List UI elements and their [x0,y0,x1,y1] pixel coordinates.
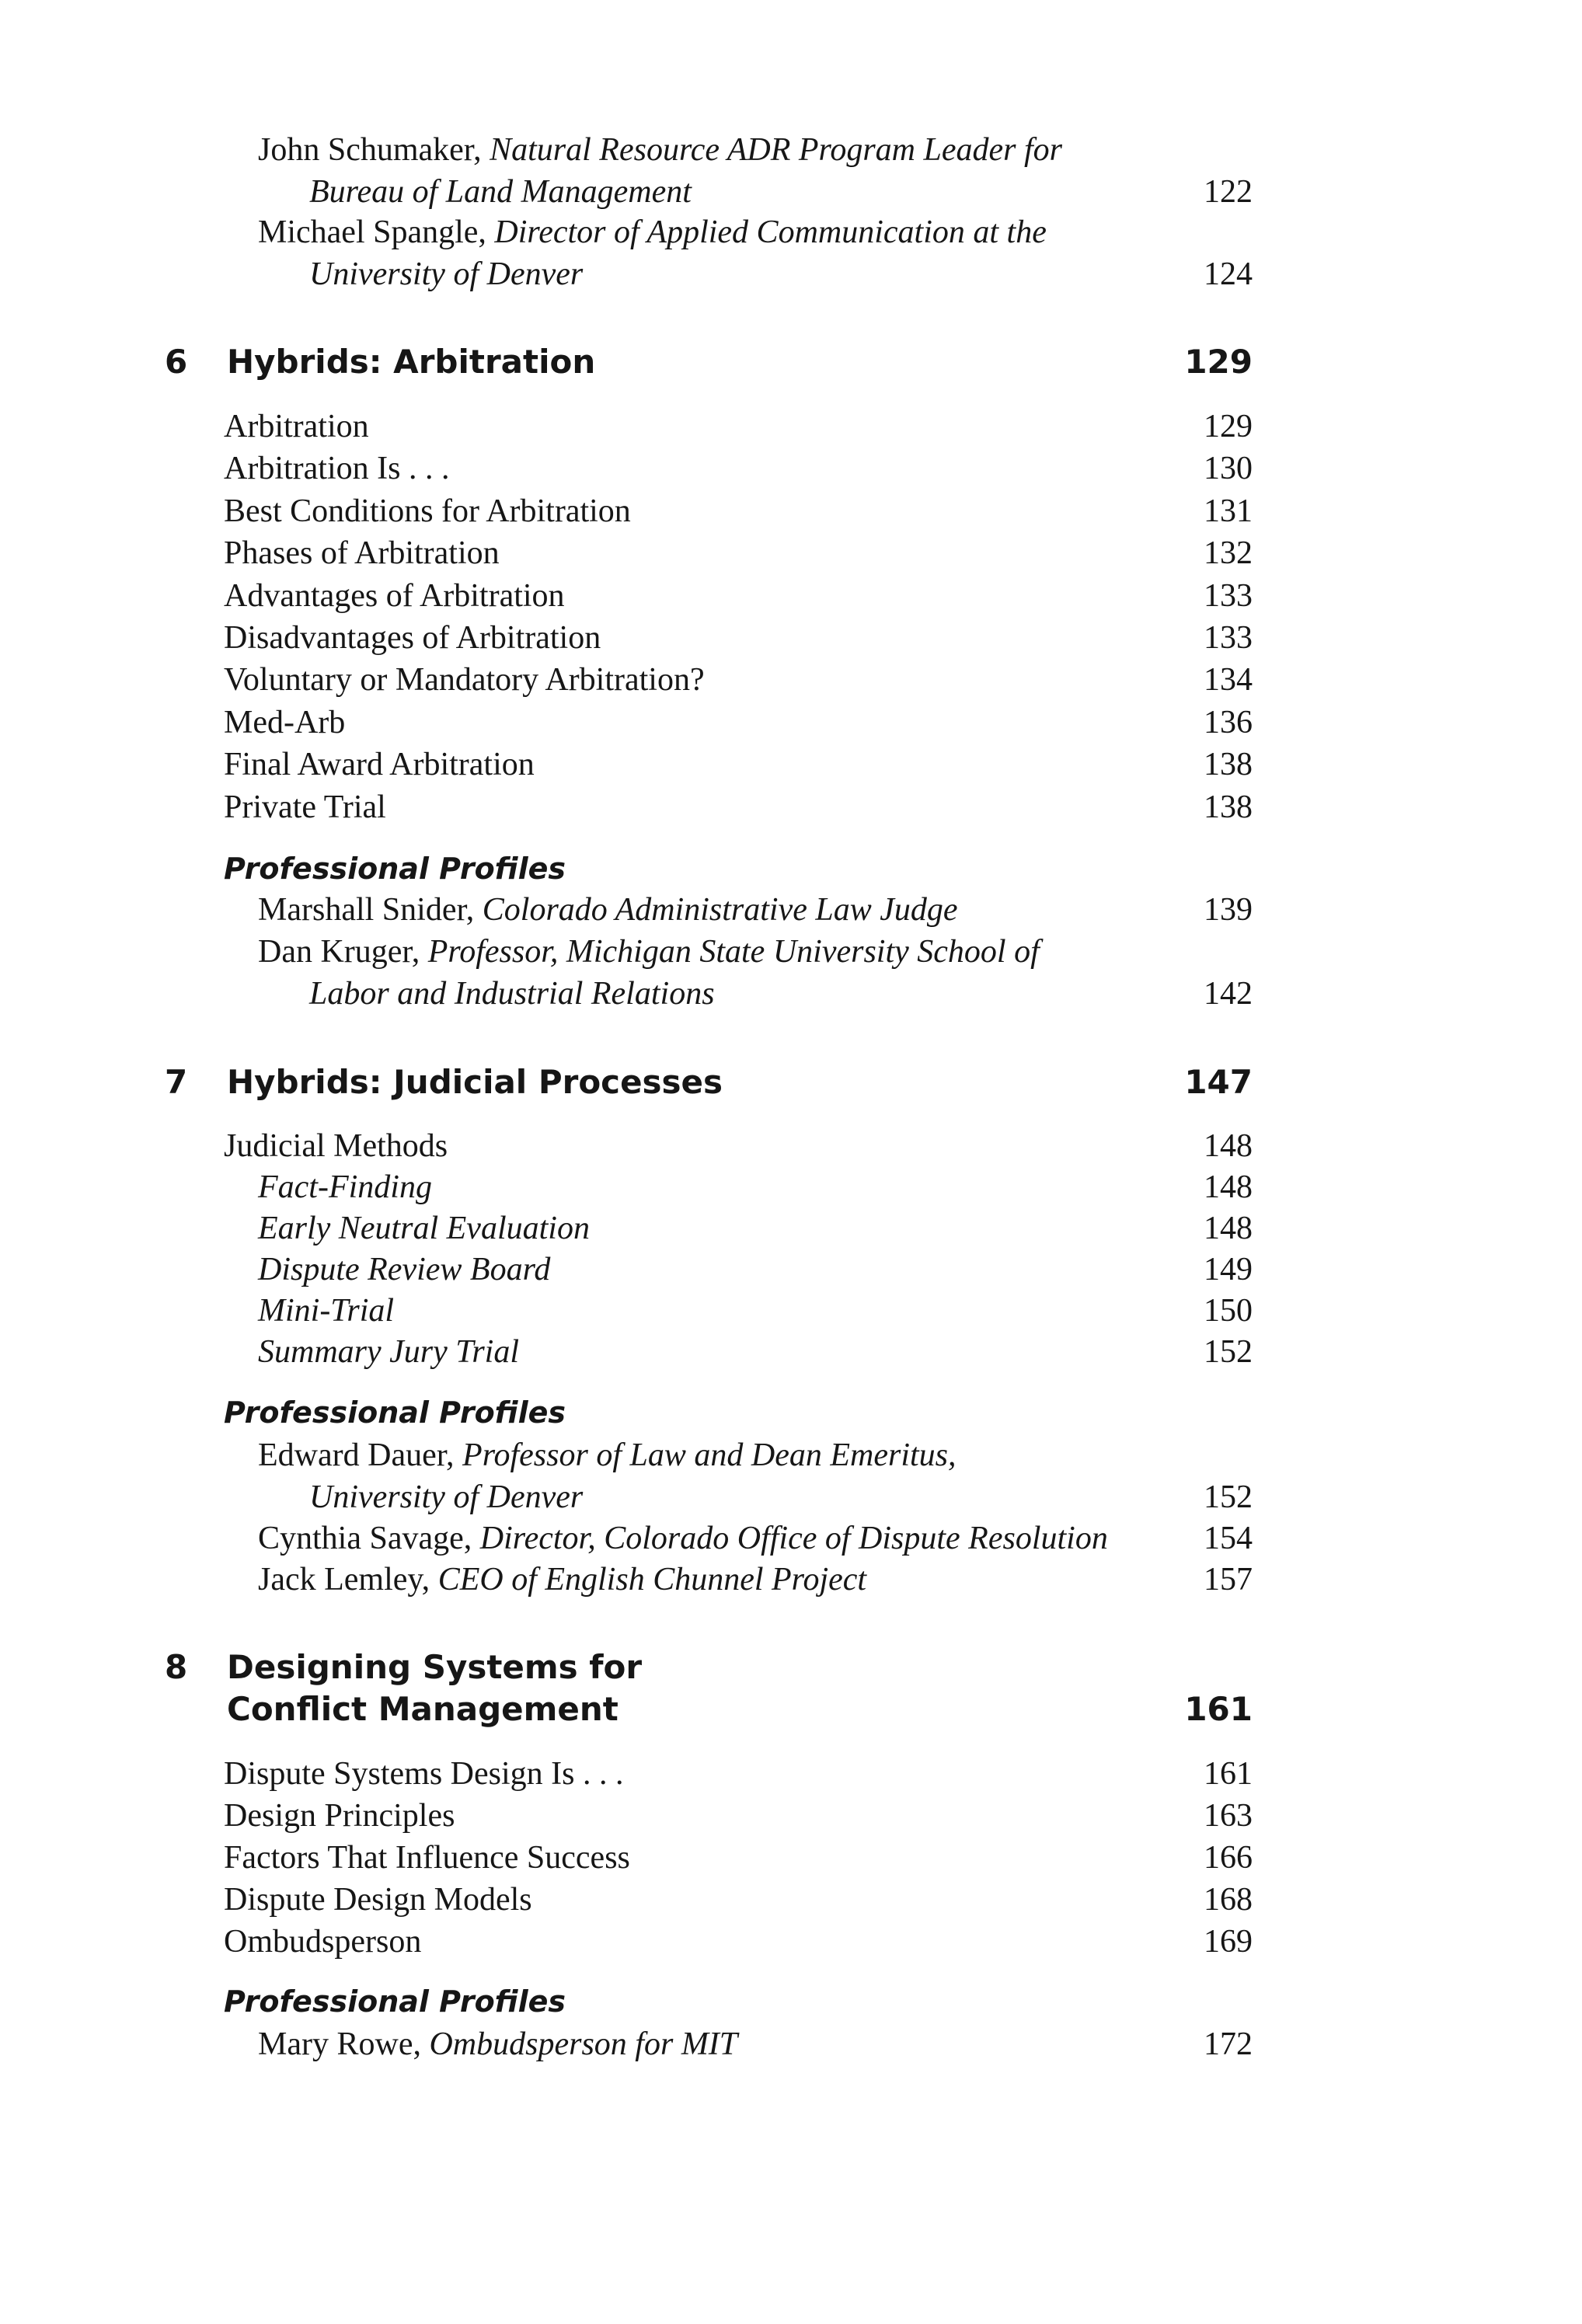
page-number: 152 [1204,1334,1253,1370]
page-number: 166 [1204,1840,1253,1876]
chapter-title-cont: Conflict Management [227,1690,619,1728]
toc-sub-entry [258,1209,590,1248]
chapter-title: Hybrids: Judicial Processes [227,1063,723,1101]
profile-line [258,2025,737,2064]
profile-title-cont: University of Denver [309,1479,584,1515]
page-number: 122 [1204,174,1253,210]
page-number: 148 [1204,1128,1253,1164]
chapter-number: 6 [165,343,188,381]
toc-sub-entry [258,1250,550,1289]
profile-title: Natural Resource ADR Program Leader for [490,132,1063,168]
toc-sub-entry [258,1168,432,1207]
chapter-page: 147 [1184,1063,1253,1101]
profile-title: Professor, Michigan State University School of [427,934,1040,970]
page-number: 154 [1204,1521,1253,1556]
page-number: 150 [1204,1293,1253,1329]
page-number: 139 [1204,892,1253,928]
profile-title-cont: Bureau of Land Management [309,174,692,210]
page-number: 133 [1204,578,1253,614]
toc-entry: Arbitration [224,409,369,444]
profile-title: Director of Applied Communication at the [494,214,1047,250]
page-number: 134 [1204,662,1253,698]
chapter-number: 8 [165,1648,188,1686]
page-number: 124 [1204,256,1253,292]
profile-title-cont: Labor and Industrial Relations [309,976,715,1012]
page-number: 152 [1204,1479,1253,1515]
page-number: 149 [1204,1252,1253,1287]
toc-entry: Private Trial [224,789,386,825]
sub-entry-label: Summary Jury Trial [258,1334,519,1370]
profile-name: Cynthia Savage, [258,1521,472,1556]
profile-title: Professor of Law and Dean Emeritus, [462,1437,957,1473]
profile-name: Michael Spangle, [258,214,486,250]
profile-line [258,890,958,929]
page-number: 138 [1204,789,1253,825]
toc-entry: Med-Arb [224,705,346,740]
profile-name: Jack Lemley, [258,1562,430,1598]
toc-sub-entry [258,1291,394,1330]
profile-title-cont: University of Denver [309,256,584,292]
page-number: 157 [1204,1562,1253,1598]
profiles-heading: Professional Profiles [224,1984,566,2019]
chapter-page: 161 [1184,1690,1253,1728]
profile-name: Dan Kruger, [258,934,420,970]
toc-entry: Voluntary or Mandatory Arbitration? [224,662,705,698]
chapter-title: Designing Systems for [227,1648,643,1686]
page-number: 163 [1204,1798,1253,1834]
profile-line [258,131,1062,169]
toc-entry: Dispute Design Models [224,1882,532,1918]
profile-line [258,1560,866,1599]
toc-entry: Dispute Systems Design Is . . . [224,1756,624,1792]
profile-line [258,1436,957,1475]
profile-line [258,1519,1108,1558]
profile-title: CEO of English Chunnel Project [437,1562,867,1598]
profile-line-cont [309,974,715,1013]
profile-name: Edward Dauer, [258,1437,455,1473]
sub-entry-label: Fact-Finding [258,1169,432,1205]
profile-line-cont [309,1478,583,1517]
toc-entry: Best Conditions for Arbitration [224,493,631,529]
page-number: 136 [1204,705,1253,740]
toc-entry: Design Principles [224,1798,455,1834]
profiles-heading: Professional Profiles [224,852,566,886]
page-number: 129 [1204,409,1253,444]
toc-entry: Final Award Arbitration [224,747,535,782]
page-number: 148 [1204,1211,1253,1246]
toc-sub-entry [258,1333,519,1371]
toc-entry: Judicial Methods [224,1128,448,1164]
sub-entry-label: Early Neutral Evaluation [258,1211,590,1246]
page-number: 130 [1204,451,1253,486]
page-number: 132 [1204,535,1253,571]
chapter-page: 129 [1184,343,1253,381]
page-number: 133 [1204,620,1253,656]
toc-entry: Phases of Arbitration [224,535,500,571]
profile-line-cont [309,172,692,211]
page-number: 161 [1204,1756,1253,1792]
profile-line [258,213,1047,252]
page-number: 131 [1204,493,1253,529]
toc-entry: Ombudsperson [224,1924,422,1960]
page-number: 148 [1204,1169,1253,1205]
page-number: 172 [1204,2026,1253,2062]
profile-title: Colorado Administrative Law Judge [482,892,958,928]
page-number: 142 [1204,976,1253,1012]
chapter-number: 7 [165,1063,188,1101]
toc-entry: Arbitration Is . . . [224,451,450,486]
page-number: 169 [1204,1924,1253,1960]
toc-entry: Factors That Influence Success [224,1840,630,1876]
sub-entry-label: Dispute Review Board [258,1252,551,1287]
profile-title: Ombudsperson for MIT [429,2026,738,2062]
sub-entry-label: Mini-Trial [258,1293,395,1329]
profile-title: Director, Colorado Office of Dispute Resolution [479,1521,1108,1556]
profile-name: John Schumaker, [258,132,482,168]
page-number: 138 [1204,747,1253,782]
chapter-title: Hybrids: Arbitration [227,343,596,381]
page-number: 168 [1204,1882,1253,1918]
profile-name: Marshall Snider, [258,892,475,928]
profile-name: Mary Rowe, [258,2026,421,2062]
profiles-heading: Professional Profiles [224,1395,566,1430]
toc-entry: Advantages of Arbitration [224,578,565,614]
profile-line [258,932,1040,971]
toc-entry: Disadvantages of Arbitration [224,620,601,656]
profile-line-cont [309,255,583,294]
